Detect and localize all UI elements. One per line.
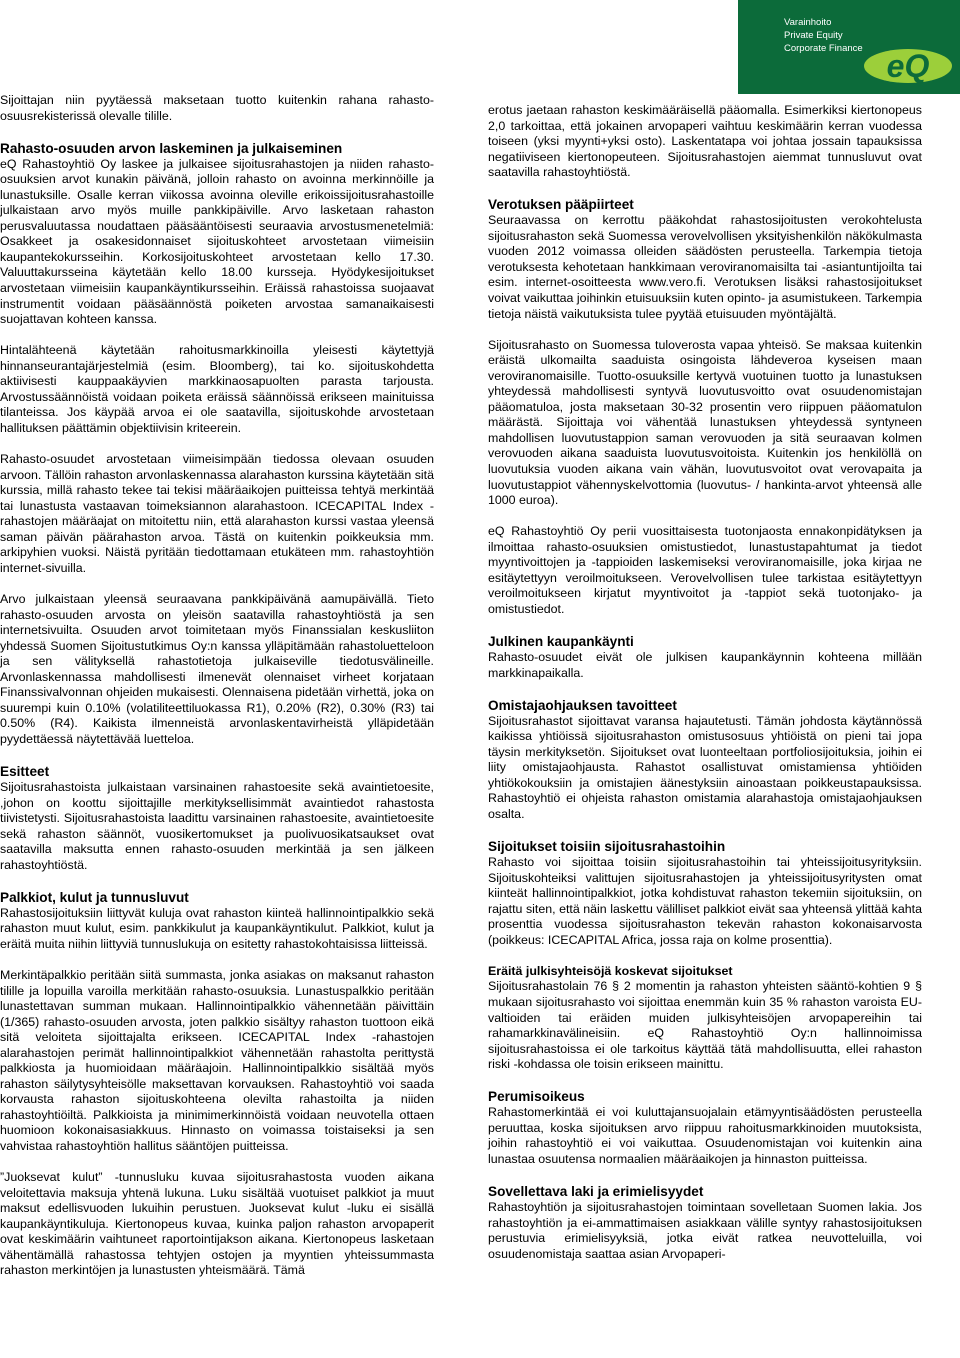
heading-omistajaohjaus: Omistajaohjauksen tavoitteet [488,697,677,713]
paragraph-julkisyhteisot: Sijoitusrahastolain 76 § 2 momentin ja rahaston yhteisten sääntö-kohtien 9 § mukaan sijoitusrahasto voi sijoittaa enemmän kuin 35 % rahaston varoista EU-valtioiden tai eräiden muiden julkisyhteisöjen arvopapereihin tai rahamarkkinavälineisiin. eQ Rahastoyhtiö Oy:n hallinnoimissa sijoitusrahastoissa ei ole tarkoitus käyttää tätä mahdollisuutta, ellei rahaston riski -kohdassa ole toisin erikseen mainittu. [488,979,922,1072]
paragraph-merkintapalkkio: Merkintäpalkkio peritään siitä summasta, jonka asiakas on maksanut rahaston tilille ja lopuilla varoilla merkitään rahasto-osuuksia. Lunastuspalkkio peritään lunastettavan summan mukaan. Hallinnointipalkkio vähennetään päivittäin (1/365) rahasto-osuuden arvosta, joten palkkio sisältyy rahaston tuottoon eikä sitä veloiteta sijoittajalta erikseen. ICECAPITAL Index -rahastojen alarahastojen perimät hallinnointipalkkiot vähennetään rahastolta perittystä palkkiosta ja huomioidaan määräajoin. Hallinnointipalkkio sisältää myös rahaston säilytysyhteisölle maksettavan korvauksen. Rahastoyhtiö voi saada korvausta rahaston sijoituskohteena olevilta rahastoilta ja niiden rahastoyhtiöiltä. Palkkioista ja minimimerkinnöistä voidaan neuvotella ottaen huomioon kokonaisasiakkuus. Hinnasto on voimassa toistaiseksi ja sen vahvistaa rahastoyhtiön hallitus sääntöjen puitteissa. [0,967,434,1153]
paragraph-erotus: erotus jaetaan rahaston keskimääräisellä pääomalla. Esimerkiksi kiertonopeus 2,0 tarkoittaa, että jokainen arvopaperi vaihtuu keskimäärin kerran vuodessa toiseen (yksi myynti+yksi osto). Laskentatapa voi johtaa jossain tapauksissa negatiiviseen kiertonopeuteen. Sijoitusrahastojen aiemmat tunnusluvut ovat saatavilla rahastoyhtiöstä. [488,103,922,180]
heading-julkisyhteisot: Eräitä julkisyhteisöjä koskevat sijoitukset [488,963,733,978]
paragraph-esitteet: Sijoitusrahastoista julkaistaan varsinainen rahastoesite sekä avaintietoesite, ,johon on koottu sijoittajille merkityksellisimmät avaintiedot rahastosta tiivistetysti. Sijoitusrahastoista laadittu varsinainen rahastoesite, avaintietoesite sekä rahaston säännöt, vuosikertomukset ja puolivuosikatsaukset ovat saatavilla maksutta ennen rahasto-osuuden merkintää ja sen jälkeen rahastoyhtiöstä. [0,779,434,872]
heading-julkinen-kaupankaynti: Julkinen kaupankäynti [488,634,634,650]
heading-perumisoikeus: Perumisoikeus [488,1089,585,1105]
paragraph-arvon-laskeminen: eQ Rahastoyhtiö Oy laskee ja julkaisee sijoitusrahastojen ja niiden rahasto-osuuksien arvot kunakin päivänä, jolloin rahasto on avoinna merkinnöille ja lunastuksille. Osalle kerran viikossa avoinna oleville erikoissijoitusrahastoille julkaistaan arvo myös muille pankkipäiville. Arvo lasketaan rahaston perusvaluutassa noudattaen pääsääntöisesti seuraavia arvostusmenetelmiä: Osakkeet ja osakesidonnaiset sijoituskohteet arvostetaan viimeisiin kaupantekokursseihin. Korkosijoituskohteet arvostetaan kello 17.30. Valuuttakursseina käytetään kello 18.00 kursseja. Hyödykesijoitukset arvostetaan viimeisiin kaupankäyntikursseihin. Eräissä rahastoissa suojaavat instrumentit voidaan pääsäännöstä poiketen arvostaa samanaikaisesti suojattavan kohteen kanssa. [0,156,434,327]
left-column [0,94,434,1279]
paragraph-palkkiot: Rahastosijoituksiin liittyvät kuluja ovat rahaston kiinteä hallinnointipalkkio sekä rahaston muut kulut, esim. pankkikulut ja kaupankäyntikulut. Palkkiot, kulut ja eräitä muita niihin liittyviä tunnuslukuja on esitetty rahastokohtaisissa liitteissä. [0,905,434,951]
heading-sovellettava-laki: Sovellettava laki ja erimielisyydet [488,1184,704,1199]
eq-logo [738,0,960,94]
logo-line-corporate-finance: Corporate Finance [784,43,863,54]
heading-palkkiot: Palkkiot, kulut ja tunnusluvut [0,889,189,905]
heading-toiset-rahastot: Sijoitukset toisiin sijoitusrahastoihin [488,839,726,855]
paragraph-toiset-rahastot: Rahasto voi sijoittaa toisiin sijoitusrahastoihin tai yhteissijoitusyrityksiin. Sijoituskohteiksi valittujen sijoitusrahastojen ja yhteissijoitusyritysten omat kiinteät hallinnointipalkkiot, jotka kohdistuvat rahaston tekemiin sijoituksiin, on rajattu siten, että näin laskettu välilliset palkkiot eivät saa yhteensä ylittää kahta prosenttia vuodessa sijoitusrahaston tekevän rahaston kokonaisarvosta (poikkeus: ICECAPITAL Africa, jossa raja on kolme prosenttia). [488,855,922,947]
paragraph-ennakonpidatys: eQ Rahastoyhtiö Oy perii vuosittaisesta tuotonjaosta ennakonpidätyksen ja ilmoittaa rahasto-osuuksien omistustiedot, lunastustapahtumat ja tiedot myyntivoittojen ja -tappioiden laskemiseksi veroviranomaisille, joka kirjaa ne esitäytettyyn veroilmoitukseen. Verovelvollisen tulee tarkistaa esitäytettyyn veroilmoitukseen kirjatut myyntivoitot ja -tappiot sekä tuotonjako- ja omistustiedot. [488,524,922,616]
heading-esitteet: Esitteet [0,763,50,779]
right-column [488,94,922,1262]
paragraph-arvo-julkaistaan: Arvo julkaistaan yleensä seuraavana pankkipäivänä aamupäivällä. Tieto rahasto-osuuden arvosta on yleisön saatavilla rahastoyhtiöstä ja sen internetsivuilta. Osuuden arvot toimitetaan myös Finanssialan keskusliiton yhdessä Suomen Sijoitustutkimus Oy:n kanssa ylläpitämään rahastoluetteloon ja sen välityksellä rahastotietoja julkaiseville tiedotusvälineille. Arvonlaskennassa mahdollisesti ilmenevät olennaiset virheet korjataan Finanssivalvonnan ohjeiden mukaisesti. Olennaisena pidetään virhettä, joka on suurempi kuin 0.10% (volatiliteettiluokassa R1), 0.20% (R2), 0.30% (R3) tai 0.50% (R4). Kaikista ilmenneistä arvonlaskentavirheistä ylläpidetään pyydettäessä näytettävää luetteloa. [0,591,434,746]
paragraph-julkinen-kaupankaynti: Rahasto-osuudet eivät ole julkisen kaupankäynnin kohteena millään markkinapaikalla. [488,650,922,680]
intro-paragraph: Sijoittajan niin pyytäessä maksetaan tuotto kuitenkin rahana rahasto-osuusrekisterissä olevalle tilille. [0,93,434,123]
eq-logo-mark-text: eQ [886,48,930,84]
paragraph-perumisoikeus: Rahastomerkintää ei voi kuluttajansuojalain etämyyntisäädösten perusteella peruuttaa, koska sijoituksen arvo riippuu rahoitusmarkkinoiden muutoksista, joihin rahastoyhtiö ei voi vaikuttaa. Osuudenomistajan voi kuitenkin aina lunastaa osuutensa normaalien määräaikojen ja hinnaston puitteissa. [488,1105,922,1166]
logo-line-varainhoito: Varainhoito [784,17,832,28]
paragraph-tulovero: Sijoitusrahasto on Suomessa tuloverosta vapaa yhteisö. Se maksaa kuitenkin eräistä ulkomailta saaduista osingoista lähdeveroa kyseisen maan veroviranomaisille. Tuotto-osuuksille kertyvä vuotuinen tuotto ja lunastuksen yhteydessä mahdollisesti syntyvä luovutusvoitto ovat osuudenomistajan pääomatuloa, josta maksetaan 30-32 prosentin vero riippuen pääomatulon määrästä. Sijoittaja voi vähentää lunastuksen yhteydessä syntyneen mahdollisen luovutustappion saman verovuoden ja sitä seuraavan kolmen verovuoden aikana saaduista luovutusvoitoista. Kuitenkin jos henkilöllä on luovutuksia vuoden aikana vain vähän, luovutusvoitot ovat verovapaita ja luovutustappiot vähennyskelvottomia (luovutus- / hankinta-arvot yhteensä alle 1000 euroa). [488,337,922,508]
paragraph-rahasto-osuudet: Rahasto-osuudet arvostetaan viimeisimpään tiedossa olevaan osuuden arvoon. Tällöin rahaston arvonlaskennassa alarahaston kurssina käytetään sitä kurssia, millä rahasto tekee tai tekisi määräaikojen puitteissa tehtyä merkintää tai lunastusta vastaavan toimeksiannon alarahastoon. ICECAPITAL Index -rahastojen määräajat on mitoitettu niin, että alarahaston kurssi vastaa yleensä saman päivän päärahaston arvoa. Tästä on kuitenkin poikkeuksia mm. arkipyhien vuoksi. Näistä pyritään tiedottamaan etukäteen mm. rahastoyhtiön internet-sivuilla. [0,452,434,575]
paragraph-juoksevat-kulut: ”Juoksevat kulut” -tunnusluku kuvaa sijoitusrahastosta vuoden aikana veloitettavia maksuja yhtenä lukuna. Luku sisältää vuotuiset palkkiot ja muut maksut edellisvuoden lukuihin perustuen. Juoksevat kulut -luku ei sisällä kaupankäyntikuluja. Kiertonopeus kuvaa, kuinka paljon rahaston arvopaperit ovat keskimäärin vaihtuneet raportointijakson aikana. Kiertonopeus lasketaan vähentämällä rahastossa tehtyjen ostojen ja myyntien yhteissummasta rahaston merkintöjen ja lunastusten yhteismäärä. Tämä [0,1170,434,1278]
paragraph-sovellettava-laki: Rahastoyhtiön ja sijoitusrahastojen toimintaan sovelletaan Suomen lakia. Jos rahastoyhtiön ja ei-ammattimaisen asiakkaan välille syntyy rahastosijoituksen perustuvia erimielisyyksiä, jotka eivät ratkea neuvotteluilla, voi osuudenomistaja saattaa asian Arvopaperi- [488,1200,922,1261]
paragraph-verotus: Seuraavassa on kerrottu pääkohdat rahastosijoitusten verokohtelusta sijoitusrahaston sekä Suomessa verovelvollisen yksityishenkilön näkökulmasta vuoden 2012 voimassa olleiden säädösten perusteella. Tarkempia tietoja verotuksesta kehotetaan hankkimaan veroviranomaisilta tai -asiantuntijoilta tai esim. internet-osoitteesta www.vero.fi. Verotuksen lisäksi rahastosijoitukset voivat vaikuttaa joihinkin etuisuuksiin kuten opinto- ja asumistukeen. Tarkempia tietoja näistä vaikutuksista tulee pyytää etuisuuden myöntäjältä. [488,213,922,321]
paragraph-hintalahde: Hintalähteenä käytetään rahoitusmarkkinoilla yleisesti käytettyjä hinnanseurantajärjestelmiä (esim. Bloomberg), tai ko. sijoituskohdetta aktiivisesti kauppaakäyvien markkinaosapuolten parasta tarjousta. Arvostussäännöistä voidaan poiketa eräissä säännöissä erikseen mainituissa tilanteissa. Jos käypää arvoa ei ole saatavilla, sijoituskohde arvostetaan hallituksen päättämin objektiivisin kriteerein. [0,343,434,435]
heading-verotus: Verotuksen pääpiirteet [488,197,634,213]
paragraph-omistajaohjaus: Sijoitusrahastot sijoittavat varansa hajautetusti. Tämän johdosta käytännössä kaikissa yhtiöissä sijoitusrahaston omistusosuus yhtiöistä on pieni tai jopa täysin merkityksetön. Sijoitukset ovat luonteeltaan portfoliosijoituksia, joihin ei liity omistajaohjausta. Rahastot osallistuvat omistamiensa yhtiöiden yhtiökokouksiin ja omistajien äänestyksiin ainoastaan poikkeustapauksissa. Rahastoyhtiö ei ohjeista rahaston omistamia alarahastoja omistajaohjauksen osalta. [488,713,922,821]
eq-logo-mark [862,44,952,84]
logo-text [784,16,863,55]
logo-line-private-equity: Private Equity [784,30,843,41]
heading-arvon-laskeminen: Rahasto-osuuden arvon laskeminen ja julkaiseminen [0,140,343,156]
